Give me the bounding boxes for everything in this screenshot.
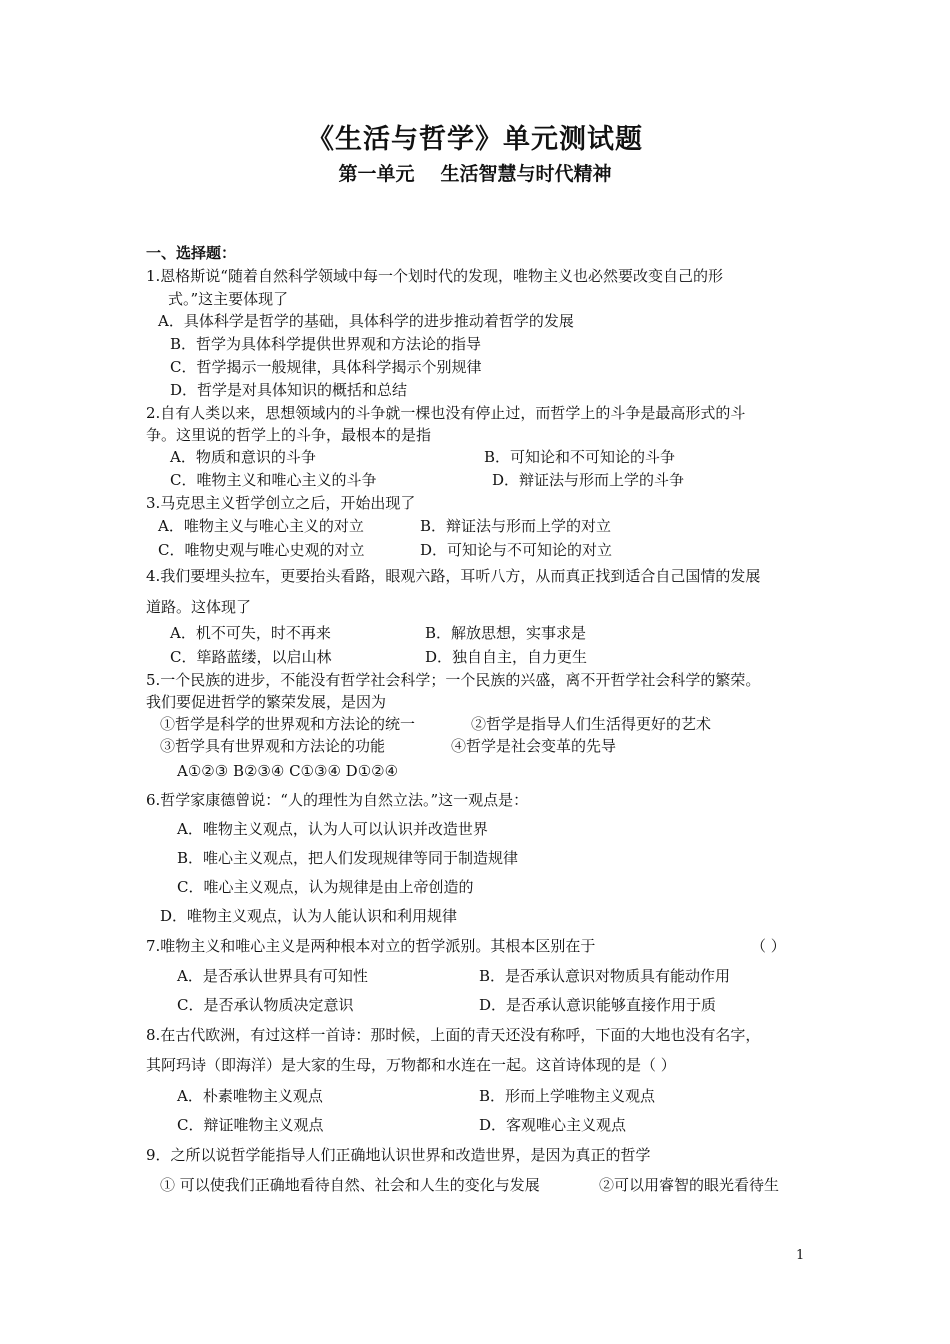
question-7-stem: 7.唯物主义和唯心主义是两种根本对立的哲学派别。其根本区别在于 <box>146 937 596 955</box>
question-4-stem-cont: 道路。这体现了 <box>146 598 252 616</box>
q1-option-a: A．具体科学是哲学的基础，具体科学的进步推动着哲学的发展 <box>158 312 574 330</box>
question-1-stem: 1.恩格斯说“随着自然科学领域中每一个划时代的发现，唯物主义也必然要改变自己的形 <box>146 267 723 285</box>
document-title: 《生活与哲学》单元测试题 <box>307 124 643 155</box>
q4-option-d: D．独自自主，自力更生 <box>425 648 588 666</box>
q2-option-b: B．可知论和不可知论的斗争 <box>484 448 676 466</box>
q7-option-a: A．是否承认世界具有可知性 <box>177 967 368 985</box>
question-4-stem: 4.我们要埋头拉车，更要抬头看路，眼观六路，耳听八方，从而真正找到适合自己国情的发展 <box>146 567 761 585</box>
q7-answer-blank: （ ） <box>751 937 786 955</box>
q4-option-a: A．机不可失，时不再来 <box>170 624 331 642</box>
q2-option-d: D．辩证法与形而上学的斗争 <box>492 471 685 489</box>
q5-statement-3: ③哲学具有世界观和方法论的功能 <box>160 737 386 755</box>
q3-option-d: D．可知论与不可知论的对立 <box>420 541 613 559</box>
q4-option-c: C．筚路蓝缕，以启山林 <box>170 648 332 666</box>
q3-option-b: B．辩证法与形而上学的对立 <box>420 517 612 535</box>
q5-statement-2: ②哲学是指导人们生活得更好的艺术 <box>471 715 712 733</box>
q6-option-c: C．唯心主义观点，认为规律是由上帝创造的 <box>177 878 474 896</box>
question-6-stem: 6.哲学家康德曾说：“人的理性为自然立法。”这一观点是： <box>146 791 529 809</box>
q7-option-d: D．是否承认意识能够直接作用于质 <box>479 996 717 1014</box>
question-3-stem: 3.马克思主义哲学创立之后，开始出现了 <box>146 494 416 512</box>
question-8-stem: 8.在古代欧洲，有过这样一首诗：那时候，上面的青天还没有称呼，下面的大地也没有名字， <box>146 1026 761 1044</box>
q8-option-d: D．客观唯心主义观点 <box>479 1116 627 1134</box>
question-8-stem-cont: 其阿玛诗（即海洋）是大家的生母，万物都和水连在一起。这首诗体现的是（ ） <box>146 1056 676 1074</box>
q3-option-a: A．唯物主义与唯心主义的对立 <box>158 517 364 535</box>
question-9-stem: 9．之所以说哲学能指导人们正确地认识世界和改造世界，是因为真正的哲学 <box>146 1146 651 1164</box>
q5-statement-4: ④哲学是社会变革的先导 <box>451 737 617 755</box>
q3-option-c: C．唯物史观与唯心史观的对立 <box>158 541 365 559</box>
document-subtitle <box>0 159 950 186</box>
q1-option-d: D．哲学是对具体知识的概括和总结 <box>170 381 408 399</box>
q8-option-c: C．辩证唯物主义观点 <box>177 1116 324 1134</box>
q9-statement-2: ②可以用睿智的眼光看待生 <box>599 1176 780 1194</box>
q7-option-c: C．是否承认物质决定意识 <box>177 996 354 1014</box>
q8-option-a: A．朴素唯物主义观点 <box>177 1087 323 1105</box>
q9-statement-1: ① 可以使我们正确地看待自然、社会和人生的变化与发展 <box>160 1176 540 1194</box>
q5-options: A①②③ B②③④ C①③④ D①②④ <box>177 762 399 780</box>
q1-option-b: B．哲学为具体科学提供世界观和方法论的指导 <box>170 335 482 353</box>
q7-option-b: B．是否承认意识对物质具有能动作用 <box>479 967 731 985</box>
q6-option-a: A．唯物主义观点，认为人可以认识并改造世界 <box>177 820 488 838</box>
question-1-stem-cont: 式。”这主要体现了 <box>168 290 289 308</box>
q1-option-c: C．哲学揭示一般规律，具体科学揭示个别规律 <box>170 358 482 376</box>
question-5-stem-cont: 我们要促进哲学的繁荣发展，是因为 <box>146 693 387 711</box>
question-2-stem-cont: 争。这里说的哲学上的斗争，最根本的是指 <box>146 426 432 444</box>
question-5-stem: 5.一个民族的进步，不能没有哲学社会科学；一个民族的兴盛，离不开哲学社会科学的繁荣。 <box>146 671 761 689</box>
q5-statement-1: ①哲学是科学的世界观和方法论的统一 <box>160 715 416 733</box>
section-heading: 一、选择题： <box>146 244 237 262</box>
q2-option-c: C．唯物主义和唯心主义的斗争 <box>170 471 377 489</box>
q2-option-a: A．物质和意识的斗争 <box>170 448 316 466</box>
q6-option-b: B．唯心主义观点，把人们发现规律等同于制造规律 <box>177 849 519 867</box>
page-number: 1 <box>796 1248 805 1263</box>
q4-option-b: B．解放思想，实事求是 <box>425 624 587 642</box>
q8-option-b: B．形而上学唯物主义观点 <box>479 1087 656 1105</box>
subtitle-theme: 生活智慧与时代精神 <box>440 163 612 185</box>
q6-option-d: D．唯物主义观点，认为人能认识和利用规律 <box>160 907 458 925</box>
subtitle-unit: 第一单元 <box>338 163 415 185</box>
question-2-stem: 2.自有人类以来，思想领域内的斗争就一棵也没有停止过，而哲学上的斗争是最高形式的斗 <box>146 404 746 422</box>
